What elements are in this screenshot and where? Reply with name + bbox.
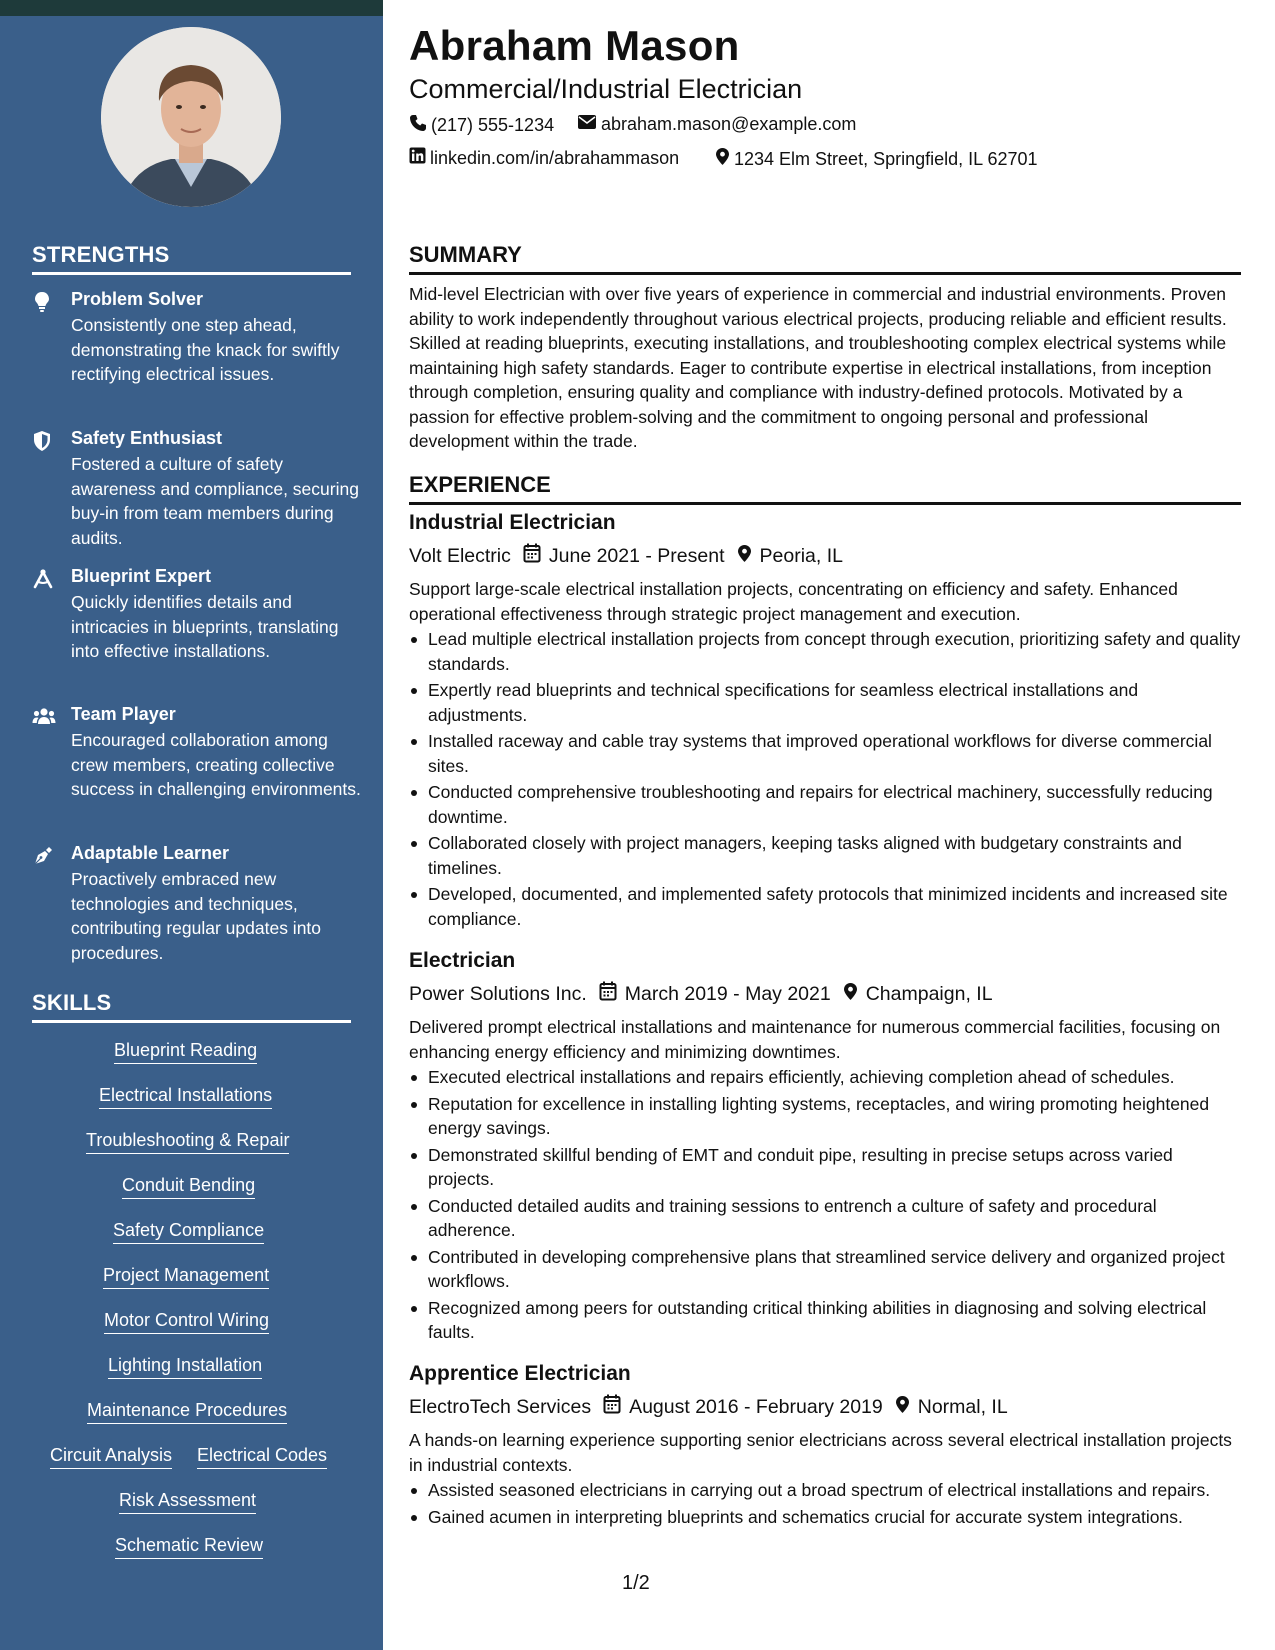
job-title: Industrial Electrician	[409, 511, 616, 534]
job-description: A hands-on learning experience supporting senior electricians across several electrical installation projects in industrial contexts.	[409, 1430, 1232, 1475]
job-location: Normal, IL	[917, 1395, 1008, 1418]
strength-description: Proactively embraced new technologies and techniques, contributing regular updates into procedures.	[71, 869, 322, 963]
strength-description: Consistently one step ahead, demonstrating the knack for swiftly rectifying electrical issues.	[71, 315, 340, 384]
company-name: ElectroTech Services	[409, 1395, 592, 1418]
job-location: Peoria, IL	[759, 544, 843, 567]
list-item: Recognized among peers for outstanding critical thinking abilities in diagnosing and solving electrical faults.	[409, 1296, 1241, 1345]
skill-tag: Maintenance Procedures	[87, 1400, 287, 1424]
map-pin-icon	[895, 1395, 918, 1420]
strength-title: Adaptable Learner	[71, 843, 230, 863]
job-meta	[409, 1394, 1008, 1420]
compass-drafting-icon	[32, 568, 54, 590]
job-bullets	[409, 1478, 1241, 1531]
skill-tag: Troubleshooting & Repair	[86, 1130, 289, 1154]
job-dates: June 2021 - Present	[548, 544, 725, 567]
candidate-title: Commercial/Industrial Electrician	[409, 74, 803, 104]
job-description: Support large-scale electrical installation projects, concentrating on efficiency and safety. Enhanced operational effectiveness through strategic project management and execution.	[409, 579, 1178, 624]
experience-heading: EXPERIENCE	[409, 472, 1241, 505]
shield-icon	[32, 430, 54, 452]
skill-tag: Blueprint Reading	[114, 1040, 257, 1064]
linkedin-text[interactable]: linkedin.com/in/abrahammason	[430, 147, 680, 168]
top-accent-bar	[0, 0, 383, 16]
map-pin-icon	[843, 982, 866, 1007]
strength-title: Safety Enthusiast	[71, 428, 223, 448]
candidate-name: Abraham Mason	[409, 22, 740, 69]
strengths-heading: STRENGTHS	[32, 242, 351, 275]
skill-tag: Lighting Installation	[108, 1355, 262, 1379]
skill-tag: Risk Assessment	[119, 1490, 256, 1514]
contact-phone	[409, 114, 554, 137]
summary-heading: SUMMARY	[409, 242, 1241, 275]
profile-photo	[101, 27, 281, 207]
list-item: Assisted seasoned electricians in carrying out a broad spectrum of electrical installations and repairs.	[409, 1478, 1241, 1503]
calendar-icon	[599, 981, 625, 1007]
job-meta	[409, 981, 993, 1007]
list-item: Contributed in developing comprehensive plans that streamlined service delivery and organized project workflows.	[409, 1245, 1241, 1294]
list-item: Reputation for excellence in installing lighting systems, receptacles, and wiring promoting heightened energy savings.	[409, 1092, 1241, 1141]
list-item: Expertly read blueprints and technical specifications for seamless electrical installations and adjustments.	[409, 678, 1241, 727]
contact-email[interactable]	[577, 114, 856, 135]
job-dates: March 2019 - May 2021	[624, 982, 831, 1005]
list-item: Conducted detailed audits and training sessions to entrench a culture of safety and procedural adherence.	[409, 1194, 1241, 1243]
users-icon	[32, 706, 54, 728]
strength-title: Blueprint Expert	[71, 566, 212, 586]
page-number: 1/2	[622, 1572, 650, 1594]
skill-tag: Circuit Analysis	[50, 1445, 172, 1469]
envelope-icon	[577, 114, 601, 135]
strength-description: Fostered a culture of safety awareness and compliance, securing buy-in from team members during audits.	[71, 454, 359, 548]
skill-tag: Electrical Installations	[99, 1085, 272, 1109]
list-item: Developed, documented, and implemented safety protocols that minimized incidents and increased site compliance.	[409, 882, 1241, 931]
list-item: Conducted comprehensive troubleshooting and repairs for electrical machinery, successfully reducing downtime.	[409, 780, 1241, 829]
skill-tag: Safety Compliance	[113, 1220, 264, 1244]
phone-text: (217) 555-1234	[431, 115, 555, 135]
skill-tag: Motor Control Wiring	[104, 1310, 269, 1334]
strength-title: Team Player	[71, 704, 176, 724]
map-pin-icon	[737, 544, 760, 569]
address-text: 1234 Elm Street, Springfield, IL 62701	[734, 148, 1038, 169]
skills-heading: SKILLS	[32, 990, 351, 1023]
phone-icon	[409, 114, 431, 137]
lightbulb-icon	[32, 291, 54, 313]
summary-text: Mid-level Electrician with over five years of experience in commercial and industrial environments. Proven ability to work independently throughout various electrical projects, producing reliable and efficient results. Skilled at reading blueprints, executing installations, and troubleshooting complex electrical systems while maintaining high safety standards. Eager to contribute expertise in electrical installations, from inception through completion, ensuring quality and compliance with industry-defined protocols. Motivated by a passion for effective problem-solving and the commitment to ongoing personal and professional development within the trade.	[409, 284, 1227, 451]
pen-nib-icon	[32, 845, 54, 867]
job-meta	[409, 543, 843, 569]
skill-tag: Conduit Bending	[122, 1175, 255, 1199]
sidebar	[0, 0, 383, 1650]
list-item: Executed electrical installations and repairs efficiently, achieving completion ahead of schedules.	[409, 1065, 1241, 1090]
skill-tag: Electrical Codes	[197, 1445, 327, 1469]
list-item: Lead multiple electrical installation projects from concept through execution, prioritizing safety and quality standards.	[409, 627, 1241, 676]
strength-title: Problem Solver	[71, 289, 204, 309]
strength-description: Encouraged collaboration among crew members, creating collective success in challenging environments.	[71, 730, 361, 799]
list-item: Installed raceway and cable tray systems that improved operational workflows for diverse commercial sites.	[409, 729, 1241, 778]
list-item: Collaborated closely with project managers, keeping tasks aligned with budgetary constraints and timelines.	[409, 831, 1241, 880]
map-pin-icon	[715, 147, 734, 171]
job-location: Champaign, IL	[865, 982, 993, 1005]
job-bullets	[409, 1065, 1241, 1347]
linkedin-icon	[409, 147, 430, 169]
company-name: Volt Electric	[409, 544, 511, 567]
strength-description: Quickly identifies details and intricacies in blueprints, translating into effective installations.	[71, 592, 339, 661]
company-name: Power Solutions Inc.	[409, 982, 587, 1005]
calendar-icon	[523, 543, 549, 569]
job-dates: August 2016 - February 2019	[629, 1395, 883, 1418]
skill-tag: Schematic Review	[115, 1535, 263, 1559]
skill-tag: Project Management	[103, 1265, 269, 1289]
contact-linkedin[interactable]	[409, 147, 679, 169]
email-text[interactable]: abraham.mason@example.com	[601, 114, 857, 134]
job-bullets	[409, 627, 1241, 933]
job-description: Delivered prompt electrical installations and maintenance for numerous commercial facilities, focusing on enhancing energy efficiency and minimizing downtimes.	[409, 1017, 1221, 1062]
list-item: Demonstrated skillful bending of EMT and conduit pipe, resulting in precise setups across varied projects.	[409, 1143, 1241, 1192]
job-title: Apprentice Electrician	[409, 1362, 631, 1385]
calendar-icon	[603, 1394, 629, 1420]
contact-address	[715, 147, 1038, 171]
job-title: Electrician	[409, 949, 516, 972]
list-item: Gained acumen in interpreting blueprints and schematics crucial for accurate system integrations.	[409, 1505, 1241, 1530]
